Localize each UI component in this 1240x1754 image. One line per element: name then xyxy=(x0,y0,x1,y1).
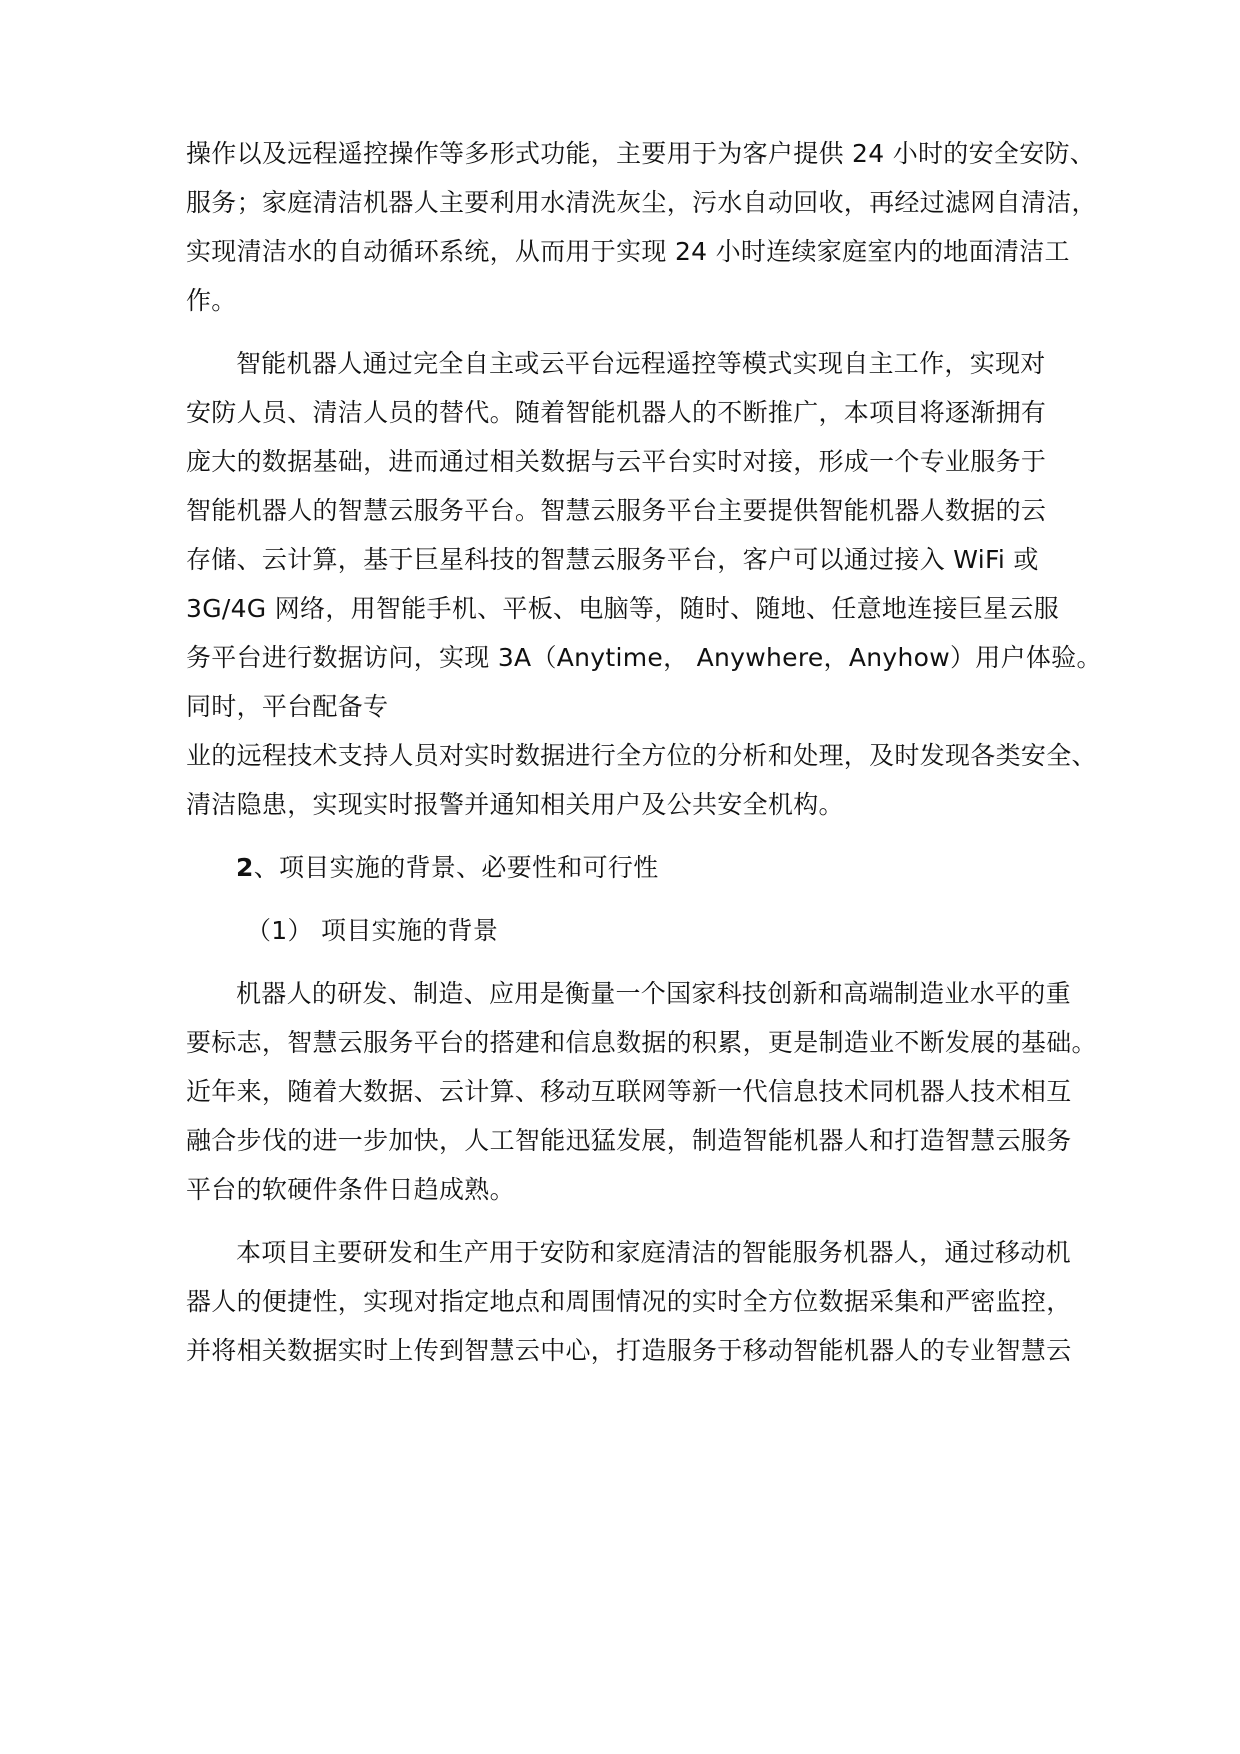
paragraph-2-line-4: 智能机器人的智慧云服务平台。智慧云服务平台主要提供智能机器人数据的云 xyxy=(186,496,1047,525)
paragraph-3-line-5: 平台的软硬件条件日趋成熟。 xyxy=(186,1175,515,1204)
paragraph-3-line-3: 近年来，随着大数据、云计算、移动互联网等新一代信息技术同机器人技术相互 xyxy=(186,1077,1072,1106)
paragraph-2-line-7: 务平台进行数据访问，实现 3A（Anytime， Anywhere，Anyhow）用户体验。 xyxy=(186,643,1102,672)
subsection-heading: （1） 项目实施的背景 xyxy=(246,916,499,945)
paragraph-1-line-2: 服务；家庭清洁机器人主要利用水清洗灰尘，污水自动回收，再经过滤网自清洁， xyxy=(186,188,1097,217)
paragraph-2-line-1: 智能机器人通过完全自主或云平台远程遥控等模式实现自主工作，实现对 xyxy=(236,349,1046,378)
paragraph-2-line-3: 庞大的数据基础，进而通过相关数据与云平台实时对接，形成一个专业服务于 xyxy=(186,447,1047,476)
paragraph-2-line-6: 3G/4G 网络，用智能手机、平板、电脑等，随时、随地、任意地连接巨星云服 xyxy=(186,594,1060,623)
paragraph-3-line-4: 融合步伐的进一步加快，人工智能迅猛发展，制造智能机器人和打造智慧云服务 xyxy=(186,1126,1072,1155)
paragraph-1-line-4: 作。 xyxy=(186,286,237,315)
paragraph-2-line-5: 存储、云计算，基于巨星科技的智慧云服务平台，客户可以通过接入 WiFi 或 xyxy=(186,545,1039,574)
paragraph-4-line-2: 器人的便捷性，实现对指定地点和周围情况的实时全方位数据采集和严密监控， xyxy=(186,1287,1072,1316)
paragraph-4-line-3: 并将相关数据实时上传到智慧云中心，打造服务于移动智能机器人的专业智慧云 xyxy=(186,1336,1072,1365)
paragraph-3-line-2: 要标志，智慧云服务平台的搭建和信息数据的积累，更是制造业不断发展的基础。 xyxy=(186,1028,1097,1057)
section-number: 2 xyxy=(236,853,254,882)
paragraph-1-line-3: 实现清洁水的自动循环系统，从而用于实现 24 小时连续家庭室内的地面清洁工 xyxy=(186,237,1070,266)
paragraph-2-line-9: 业的远程技术支持人员对实时数据进行全方位的分析和处理，及时发现各类安全、 xyxy=(186,741,1097,770)
paragraph-2-line-10: 清洁隐患，实现实时报警并通知相关用户及公共安全机构。 xyxy=(186,790,844,819)
paragraph-2-line-2: 安防人员、清洁人员的替代。随着智能机器人的不断推广，本项目将逐渐拥有 xyxy=(186,398,1047,427)
paragraph-2-line-8: 同时，平台配备专 xyxy=(186,692,389,721)
section-heading xyxy=(236,851,659,885)
section-title: 、项目实施的背景、必要性和可行性 xyxy=(253,853,659,882)
paragraph-1-line-1: 操作以及远程遥控操作等多形式功能，主要用于为客户提供 24 小时的安全安防、 xyxy=(186,139,1096,168)
paragraph-3-line-1: 机器人的研发、制造、应用是衡量一个国家科技创新和高端制造业水平的重 xyxy=(236,979,1071,1008)
paragraph-4-line-1: 本项目主要研发和生产用于安防和家庭清洁的智能服务机器人，通过移动机 xyxy=(236,1238,1071,1267)
